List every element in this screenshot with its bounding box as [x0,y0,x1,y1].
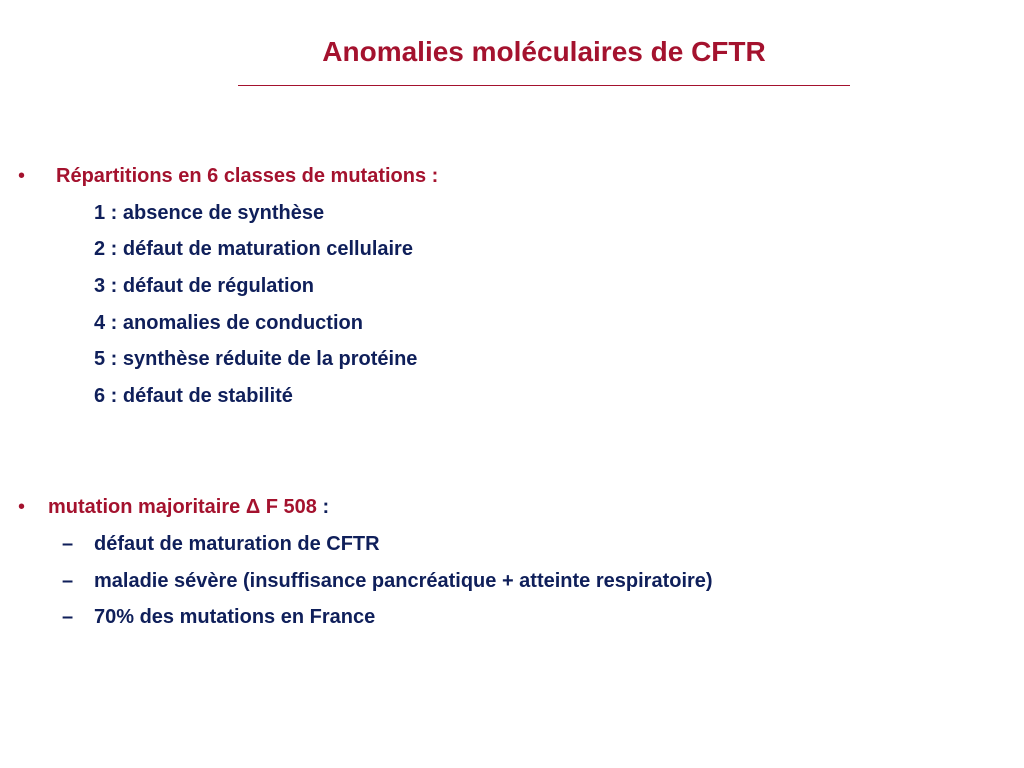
class-item-6: 6 : défaut de stabilité [94,385,293,407]
bullet-marker-1: • [18,165,26,187]
title-underline [238,85,850,86]
section2-heading [48,495,329,519]
dash-marker-1: – [62,533,74,555]
consequence-item-1: défaut de maturation de CFTR [94,533,380,555]
section2-heading-mutation: F 508 [260,496,317,518]
consequence-item-2: maladie sévère (insuffisance pancréatique + atteinte respiratoire) [94,570,713,592]
dash-marker-2: – [62,570,74,592]
consequence-item-3: 70% des mutations en France [94,606,376,628]
bullet-marker-2: • [18,496,26,518]
class-item-1: 1 : absence de synthèse [94,202,325,224]
section1-heading: Répartitions en 6 classes de mutations : [56,165,439,187]
class-item-4: 4 : anomalies de conduction [94,312,363,334]
delta-symbol: Δ [245,496,261,518]
dash-marker-3: – [62,606,74,628]
class-item-3: 3 : défaut de régulation [94,275,315,297]
slide-title: Anomalies moléculaires de CFTR [322,36,766,67]
class-item-5: 5 : synthèse réduite de la protéine [94,348,418,370]
section2-heading-text: mutation majoritaire [48,496,246,518]
class-item-2: 2 : défaut de maturation cellulaire [94,238,413,260]
section2-heading-colon: : [316,496,330,518]
